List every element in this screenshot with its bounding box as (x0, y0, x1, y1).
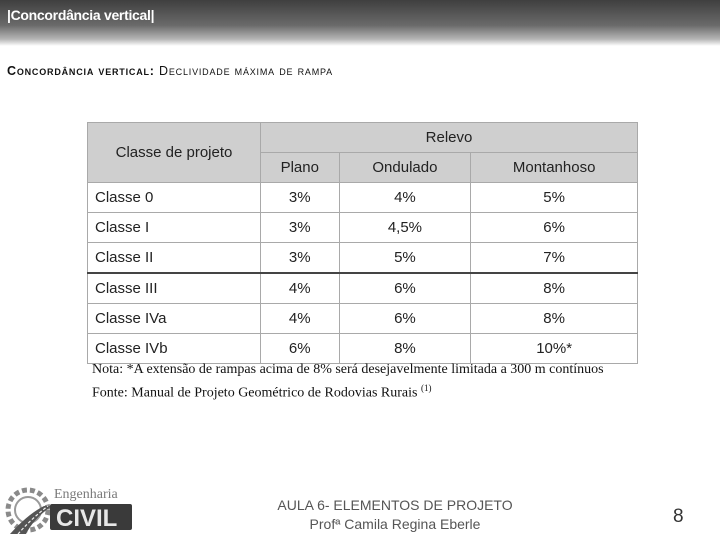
table-row (88, 273, 638, 304)
table-row (88, 304, 638, 334)
cell-ondulado: 8% (339, 334, 471, 364)
cell-plano: 3% (261, 243, 340, 274)
table-row (88, 243, 638, 274)
engenharia-civil-logo (4, 484, 134, 536)
heading-bold: Concordância vertical: (7, 64, 155, 78)
header-montanhoso: Montanhoso (471, 153, 638, 183)
row-label: Classe III (88, 273, 261, 304)
table-row (88, 183, 638, 213)
note-text: Nota: *A extensão de rampas acima de 8% será desejavelmente limitada a 300 m contínuos (92, 362, 604, 377)
header-ondulado: Ondulado (339, 153, 471, 183)
cell-montanhoso: 8% (471, 273, 638, 304)
slide-title: |Concordância vertical| (7, 7, 155, 23)
row-label: Classe I (88, 213, 261, 243)
footer-course: AULA 6- ELEMENTOS DE PROJETO (277, 497, 513, 513)
table-row (88, 334, 638, 364)
section-heading (7, 64, 333, 78)
cell-plano: 3% (261, 183, 340, 213)
source-text: Fonte: Manual de Projeto Geométrico de Rodovias Rurais (92, 385, 418, 401)
cell-montanhoso: 5% (471, 183, 638, 213)
cell-plano: 3% (261, 213, 340, 243)
title-bar (0, 0, 720, 46)
ramp-table-container (87, 122, 638, 364)
cell-ondulado: 4,5% (339, 213, 471, 243)
source-ref: (1) (420, 383, 432, 393)
row-label: Classe IVa (88, 304, 261, 334)
footer-professor: Profª Camila Regina Eberle (309, 516, 481, 532)
page-number: 8 (673, 506, 684, 527)
logo-line2: CIVIL (56, 505, 118, 532)
logo-line1: Engenharia (54, 487, 118, 502)
cell-ondulado: 5% (339, 243, 471, 274)
table-row (88, 213, 638, 243)
row-label: Classe II (88, 243, 261, 274)
cell-ondulado: 4% (339, 183, 471, 213)
ramp-table (87, 122, 638, 364)
cell-plano: 4% (261, 273, 340, 304)
cell-plano: 6% (261, 334, 340, 364)
cell-ondulado: 6% (339, 304, 471, 334)
header-class: Classe de projeto (88, 123, 261, 183)
table-notes (92, 361, 604, 403)
cell-montanhoso: 7% (471, 243, 638, 274)
heading-rest: Declividade máxima de rampa (154, 64, 333, 78)
row-label: Classe IVb (88, 334, 261, 364)
cell-montanhoso: 8% (471, 304, 638, 334)
header-relevo: Relevo (261, 123, 638, 153)
row-label: Classe 0 (88, 183, 261, 213)
cell-montanhoso: 6% (471, 213, 638, 243)
cell-plano: 4% (261, 304, 340, 334)
footer (250, 496, 540, 534)
gear-road-icon (4, 484, 134, 536)
source-line (92, 379, 604, 403)
header-plano: Plano (261, 153, 340, 183)
cell-ondulado: 6% (339, 273, 471, 304)
cell-montanhoso: 10%* (471, 334, 638, 364)
